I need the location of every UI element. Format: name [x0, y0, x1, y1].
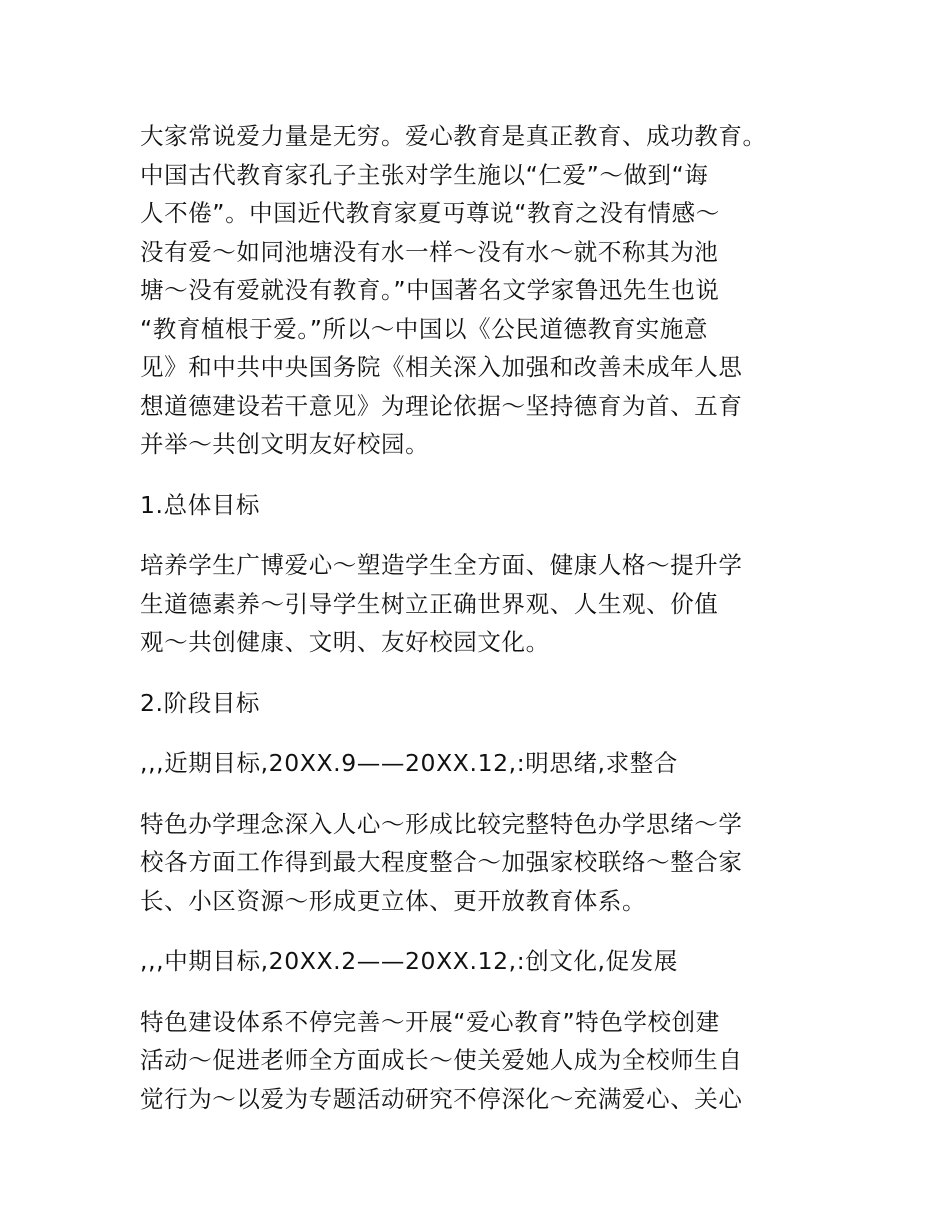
- section-1-heading: 1.总体目标: [140, 490, 261, 519]
- stage-1-heading: ,,,近期目标,20XX.9——20XX.12,:明思绪,求整合: [140, 749, 678, 777]
- intro-line: 中国古代教育家孔子主张对学生施以“仁爱”～做到“诲: [140, 160, 709, 189]
- intro-line: “教育植根于爱。”所以～中国以《公民道德教育实施意: [140, 314, 709, 343]
- stage-1-line: 长、小区资源～形成更立体、更开放教育体系。: [140, 886, 647, 915]
- intro-line: 塘～没有爱就没有教育。”中国著名文学家鲁迅先生也说: [140, 276, 720, 304]
- stage-2-line: 活动～促进老师全方面成长～使关爱她人成为全校师生自: [140, 1046, 743, 1074]
- intro-paragraph: [140, 117, 810, 464]
- stage-2-line: 特色建设体系不停完善～开展“爱心教育”特色学校创建: [140, 1007, 720, 1036]
- section-2-heading: 2.阶段目标: [140, 688, 261, 717]
- intro-line: 大家常说爱力量是无穷。爱心教育是真正教育、成功教育。: [140, 122, 767, 150]
- document-body: [140, 117, 810, 1140]
- section-1-line: 培养学生广博爱心～塑造学生全方面、健康人格～提升学: [140, 551, 743, 579]
- stage-1-line: 校各方面工作得到最大程度整合～加强家校联络～整合家: [140, 848, 743, 876]
- stage-2-heading: ,,,中期目标,20XX.2——20XX.12,:创文化,促发展: [140, 947, 678, 975]
- intro-line: 人不倦”。中国近代教育家夏丏尊说“教育之没有情感～: [140, 199, 720, 227]
- section-1-line: 观～共创健康、文明、友好校园文化。: [140, 628, 550, 656]
- stage-2-line: 觉行为～以爱为专题活动研究不停深化～充满爱心、关心: [140, 1084, 743, 1113]
- intro-line: 并举～共创文明友好校园。: [140, 430, 430, 458]
- intro-line: 想道德建设若干意见》为理论依据～坚持德育为首、五育: [140, 391, 743, 420]
- section-1-line: 生道德素养～引导学生树立正确世界观、人生观、价值: [140, 589, 719, 618]
- stage-2-paragraph: [140, 1003, 810, 1119]
- section-1-paragraph: [140, 546, 810, 662]
- intro-line: 没有爱～如同池塘没有水一样～没有水～就不称其为池: [140, 237, 719, 266]
- intro-line: 见》和中共中央国务院《相关深入加强和改善未成年人思: [140, 353, 743, 381]
- stage-1-line: 特色办学理念深入人心～形成比较完整特色办学思绪～学: [140, 809, 743, 838]
- stage-1-paragraph: [140, 805, 810, 921]
